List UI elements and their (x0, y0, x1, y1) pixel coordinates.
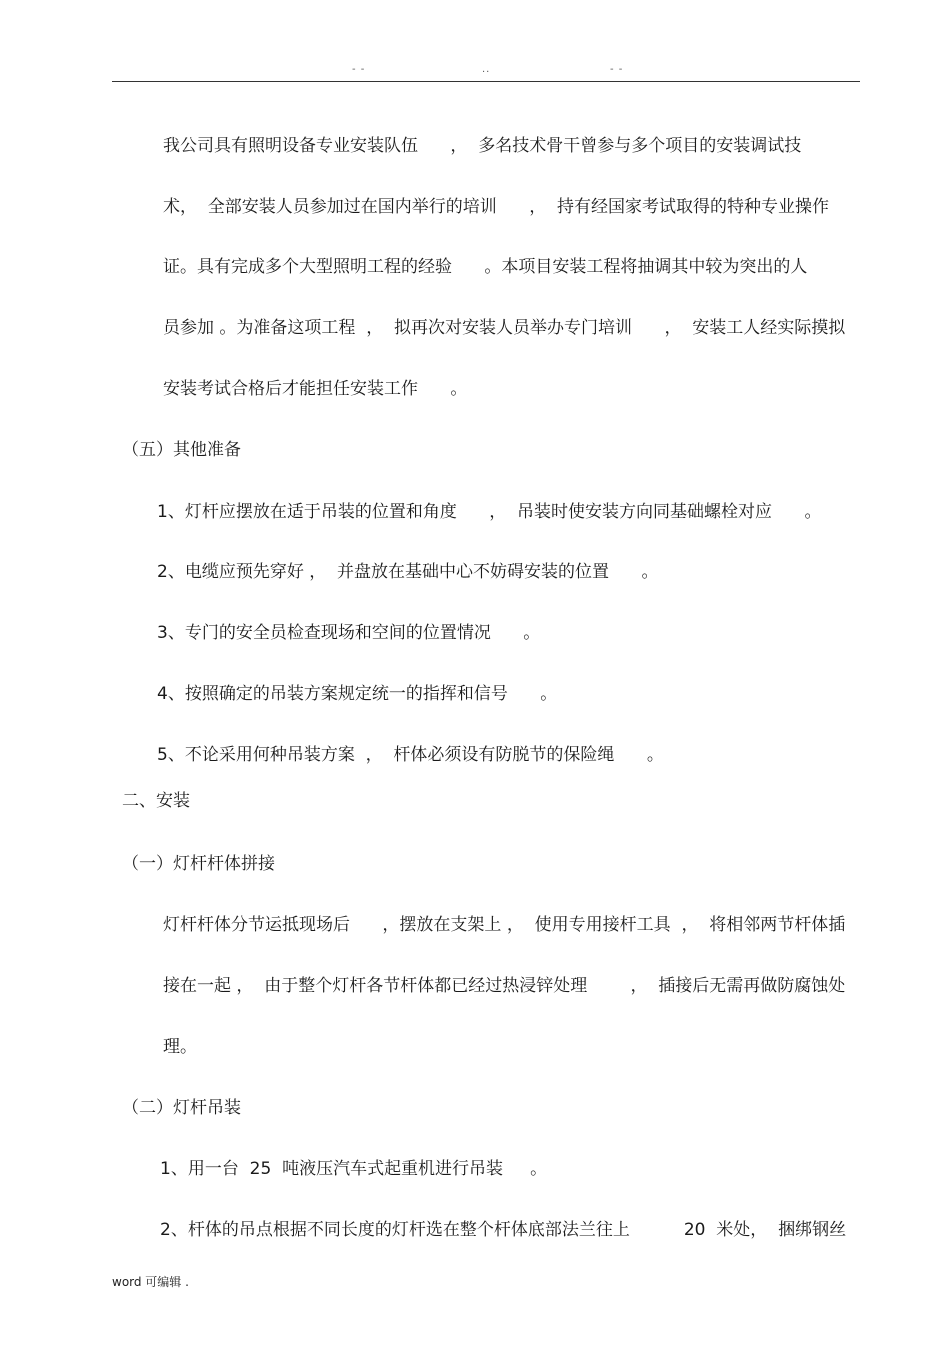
list-item: 1、用一台 25 吨液压汽车式起重机进行吊装 。 (160, 1159, 548, 1179)
list-item: 2、杆体的吊点根据不同长度的灯杆选在整个杆体底部法兰往上 20 米处， 捆绑钢丝 (160, 1220, 847, 1240)
list-item: 3、专门的安全员检查现场和空间的位置情况 。 (157, 623, 541, 643)
header-rule (112, 81, 860, 82)
subsection-heading: （二）灯杆吊装 (122, 1098, 241, 1118)
list-item: 4、按照确定的吊装方案规定统一的指挥和信号 。 (157, 684, 558, 704)
paragraph-line: 证。具有完成多个大型照明工程的经验 。本项目安装工程将抽调其中较为突出的人 (163, 257, 808, 277)
section-heading: 二、安装 (122, 791, 190, 811)
paragraph-line: 术， 全部安装人员参加过在国内举行的培训 ， 持有经国家考试取得的特种专业操作 (163, 197, 830, 217)
list-item: 5、不论采用何种吊装方案 ， 杆体必须设有防脱节的保险绳 。 (157, 745, 664, 765)
paragraph-line: 理。 (163, 1037, 197, 1057)
section-heading: （五）其他准备 (122, 440, 241, 460)
paragraph-line: 我公司具有照明设备专业安装队伍 ， 多名技术骨干曾参与多个项目的安装调试技 (163, 136, 802, 156)
list-item: 1、灯杆应摆放在适于吊装的位置和角度 ， 吊装时使安装方向同基础螺栓对应 。 (157, 502, 822, 522)
footer-text: word 可编辑 . (112, 1275, 189, 1289)
paragraph-line: 安装考试合格后才能担任安装工作 。 (163, 379, 468, 399)
paragraph-line: 员参加 。为准备这项工程 ， 拟再次对安装人员举办专门培训 ， 安装工人经实际摸拟 (163, 318, 846, 338)
header-mark-center: .. (482, 64, 491, 75)
paragraph-line: 灯杆杆体分节运抵现场后 ，摆放在支架上 ， 使用专用接杆工具 ， 将相邻两节杆体插 (163, 915, 846, 935)
header-mark-right: - - (610, 64, 624, 75)
paragraph-line: 接在一起 ， 由于整个灯杆各节杆体都已经过热浸锌处理 ， 插接后无需再做防腐蚀处 (163, 976, 846, 996)
subsection-heading: （一）灯杆杆体拼接 (122, 854, 275, 874)
header-mark-left: - - (352, 64, 366, 75)
list-item: 2、电缆应预先穿好 ， 并盘放在基础中心不妨碍安装的位置 。 (157, 562, 659, 582)
